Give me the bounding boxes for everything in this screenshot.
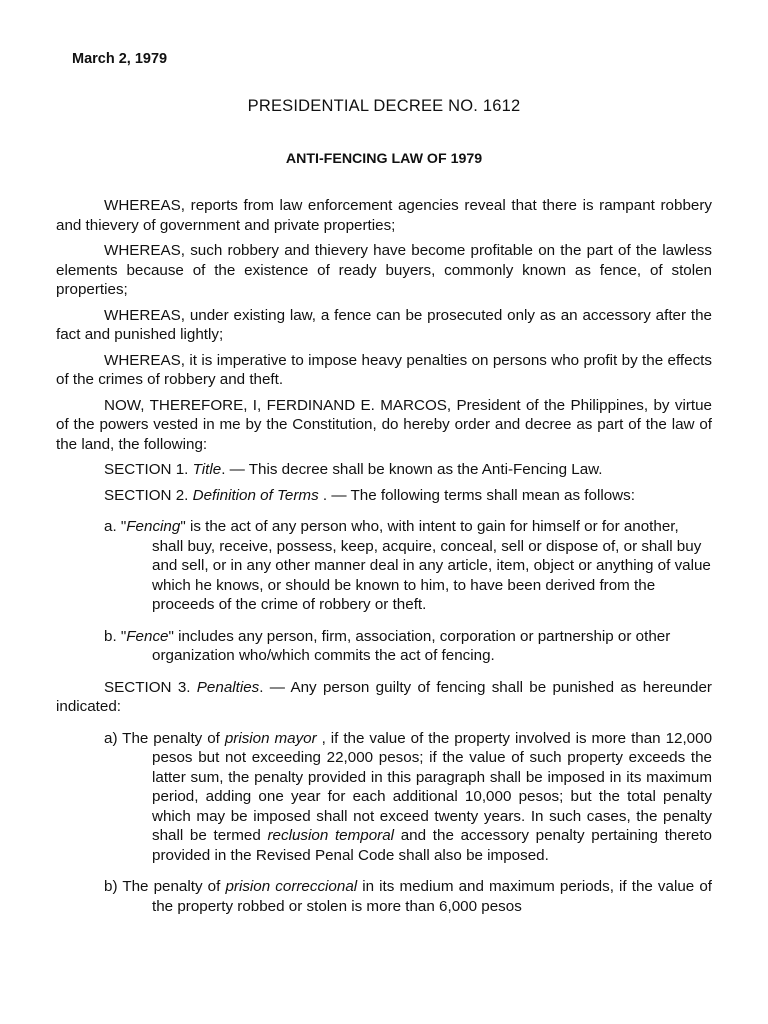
penalty-prefix: a) The penalty of <box>104 729 225 747</box>
penalty-b <box>104 877 712 916</box>
penalty-a <box>104 729 712 866</box>
whereas-clause-1: WHEREAS, reports from law enforcement agencies reveal that there is rampant robbery and thievery of government and private properties; <box>56 197 712 234</box>
now-therefore-clause: NOW, THEREFORE, I, FERDINAND E. MARCOS, President of the Philippines, by virtue of the powers vested in me by the Constitution, do hereby order and decree as part of the law of the land, the following: <box>56 396 712 453</box>
penalty-text: , if the value of the property involved is more than 12,000 pesos but not exceeding 22,000 pesos; if the value of such property exceeds the latter sum, the penalty provided in this paragraph shall be imposed in its maximum period, adding one year for each additional 10,000 pesos; but the total penalty which may be imposed shall not exceed twenty years. In such cases, the penalty shall be termed <box>152 729 713 844</box>
decree-title: PRESIDENTIAL DECREE NO. 1612 <box>247 97 521 115</box>
penalty-term: prision correccional <box>225 878 358 895</box>
section-1-heading: Title <box>192 461 222 478</box>
section-3 <box>56 678 712 717</box>
section-3-label: SECTION 3. <box>104 678 197 696</box>
whereas-clause-4: WHEREAS, it is imperative to impose heavy penalties on persons who profit by the effects of the crimes of robbery and theft. <box>56 351 712 388</box>
section-2-heading: Definition of Terms <box>192 486 319 504</box>
decree-subtitle: ANTI-FENCING LAW OF 1979 <box>285 151 483 167</box>
section-3-heading: Penalties <box>196 678 260 696</box>
section-2-definitions <box>56 517 712 666</box>
penalty-term-2: reclusion temporal <box>267 827 395 844</box>
whereas-clause-3: WHEREAS, under existing law, a fence can be prosecuted only as an accessory after the fact and punished lightly; <box>56 306 712 343</box>
penalty-prefix: b) The penalty of <box>104 878 226 895</box>
section-2 <box>104 486 712 506</box>
section-1-label: SECTION 1. <box>104 461 193 478</box>
decree-date: March 2, 1979 <box>72 51 168 67</box>
section-1 <box>104 460 712 480</box>
definition-term: Fence <box>126 627 169 645</box>
penalty-text-2: and the accessory penalty pertaining thereto provided in the Revised Penal Code shall also be imposed. <box>152 827 712 864</box>
section-3-text: . — Any person guilty of fencing shall be punished as hereunder indicated: <box>56 678 712 715</box>
whereas-clause-2: WHEREAS, such robbery and thievery have become profitable on the part of the lawless elements because of the existence of ready buyers, commonly known as fence, of stolen properties; <box>56 242 712 298</box>
section-2-text: . — The following terms shall mean as follows: <box>318 486 635 504</box>
definition-prefix: b. " <box>104 627 127 645</box>
definition-text: " is the act of any person who, with intent to gain for himself or for another, shall buy, receive, possess, keep, acquire, conceal, sell or dispose of, or shall buy and sell, or in any other manner deal in any article, item, object or anything of value which he knows, or should be known to him, to have been derived from the proceeds of the crime of robbery or theft. <box>152 518 711 613</box>
penalty-term: prision mayor <box>224 729 317 747</box>
definition-fence <box>104 627 712 666</box>
definition-term: Fencing <box>126 518 181 535</box>
definition-fencing <box>104 517 712 615</box>
definition-prefix: a. " <box>104 518 127 535</box>
section-2-label: SECTION 2. <box>104 486 193 504</box>
section-3-penalties <box>56 729 712 917</box>
penalty-text: in its medium and maximum periods, if the value of the property robbed or stolen is more than 6,000 pesos <box>152 878 713 915</box>
definition-text: " includes any person, firm, association, corporation or partnership or other organization who/which commits the act of fencing. <box>152 627 671 664</box>
document-body <box>56 196 712 928</box>
section-1-text: . — This decree shall be known as the Anti-Fencing Law. <box>221 461 603 478</box>
